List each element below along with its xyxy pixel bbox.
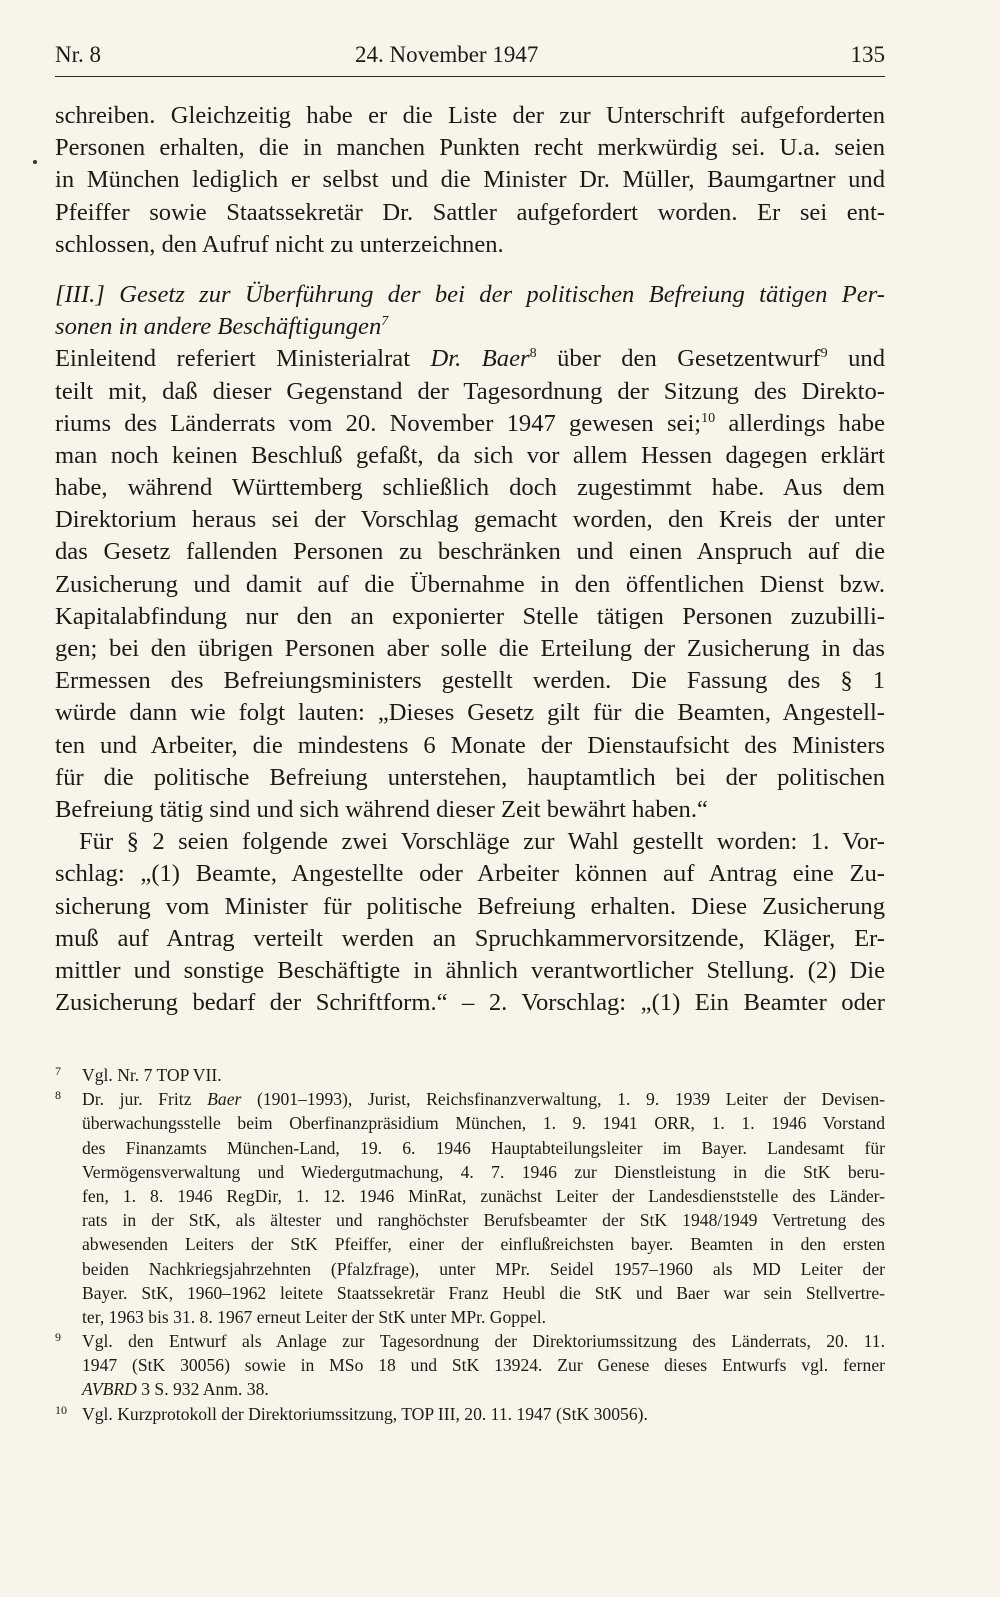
footnote-ref[interactable]: 10	[701, 410, 716, 426]
footnote-line: überwachungsstelle beim Oberfinanzpräsidium München, 1. 9. 1941 ORR, 1. 1. 1946 Vorstand	[82, 1113, 885, 1134]
text-run: über den Gesetzentwurf	[536, 345, 821, 373]
text-run: Einleitend referiert Ministerialrat	[55, 345, 431, 373]
body-line: schreiben. Gleichzeitig habe er die Liste der zur Unterschrift aufgeforderten	[55, 102, 885, 129]
body-line: Ermessen des Befreiungsministers gestellt werden. Die Fassung des § 1	[55, 667, 885, 695]
footnote-line: abwesenden Leiters der StK Pfeiffer, einer der einflußreichsten bayer. Beamten in den ersten	[82, 1234, 885, 1255]
body-line: gen; bei den übrigen Personen aber solle die Erteilung der Zusicherung in das	[55, 635, 885, 662]
body-line: sicherung vom Minister für politische Befreiung erhalten. Diese Zusicherung	[55, 892, 885, 920]
body-line: muß auf Antrag verteilt werden an Spruchkammervorsitzende, Kläger, Er-	[55, 924, 885, 952]
section-title-part: Gesetz zur Überführung der bei der politischen Befreiung tätigen Per-	[119, 280, 885, 308]
body-line: Zusicherung bedarf der Schriftform.“ – 2. Vorschlag: „(1) Ein Beamter oder	[55, 989, 885, 1017]
body-line: Befreiung tätig sind und sich während dieser Zeit bewährt haben.“	[55, 795, 708, 823]
footnote-line	[82, 1377, 885, 1401]
footnote-mark: 7	[55, 1064, 61, 1078]
section-heading-line	[55, 311, 885, 343]
text-run: allerdings habe	[715, 409, 885, 437]
footnote-ref[interactable]: 8	[529, 346, 537, 362]
body-line: mittler und sonstige Beschäftigte in ähnlich verantwortlicher Stellung. (2) Die	[55, 956, 885, 984]
body-line: schlag: „(1) Beamte, Angestellte oder Arbeiter können auf Antrag eine Zu-	[55, 860, 885, 888]
body-text	[55, 100, 885, 1019]
footnote-line: Vgl. Nr. 7 TOP VII.	[82, 1065, 222, 1085]
body-line	[55, 343, 885, 375]
footnote-line: Vgl. den Entwurf als Anlage zur Tagesordnung der Direktoriumssitzung des Länderrats, 20. 11.	[82, 1331, 885, 1352]
footnote-line: fen, 1. 8. 1946 RegDir, 1. 12. 1946 MinRat, zunächst Leiter der Landesdienststelle des Länder-	[82, 1185, 885, 1206]
footnote-line: Vgl. Kurzprotokoll der Direktoriumssitzung, TOP III, 20. 11. 1947 (StK 30056).	[82, 1403, 648, 1424]
footnote-line: des Finanzamts München-Land, 19. 6. 1946 Hauptabteilungsleiter im Bayer. Landesamt für	[82, 1137, 885, 1158]
text-run: 3 S. 932 Anm. 38.	[136, 1379, 269, 1400]
body-line: Kapitalabfindung nur den an exponierter Stelle tätigen Personen zuzubilli-	[55, 602, 885, 630]
text-run: (1901–1993), Jurist, Reichsfinanzverwaltung, 1. 9. 1939 Leiter der Devisen-	[241, 1089, 885, 1110]
footnote-line: Bayer. StK, 1960–1962 leitete Staatssekretär Franz Heubl die StK und Baer war sein Stellvertre-	[82, 1282, 885, 1303]
body-line: schlossen, den Aufruf nicht zu unterzeichnen.	[55, 230, 504, 258]
footnotes	[55, 1063, 885, 1426]
footnote-mark: 10	[55, 1402, 67, 1417]
body-line: man noch keinen Beschluß gefaßt, da sich vor allem Hessen dagegen erklärt	[55, 441, 885, 469]
footnote-line: ter, 1963 bis 31. 8. 1967 erneut Leiter der StK unter MPr. Goppel.	[82, 1306, 546, 1327]
text-run: Dr. jur. Fritz	[82, 1089, 208, 1110]
footnote-7	[55, 1063, 885, 1087]
text-run: und	[827, 345, 885, 373]
section-title-part: sonen in andere Beschäftigungen	[55, 313, 382, 341]
body-line: Zusicherung und damit auf die Übernahme in den öffentlichen Dienst bzw.	[55, 570, 885, 598]
footnote-line: rats in der StK, als ältester und ranghöchster Berufsbeamter der StK 1948/1949 Vertretung des	[82, 1210, 885, 1231]
footnote-line	[82, 1087, 885, 1111]
body-line: ten und Arbeiter, die mindestens 6 Monate der Dienstaufsicht des Ministers	[55, 731, 885, 759]
footnote-10	[55, 1402, 885, 1426]
body-line: habe, während Württemberg schließlich doch zugestimmt habe. Aus dem	[55, 474, 885, 502]
body-line: Für § 2 seien folgende zwei Vorschläge zur Wahl gestellt worden: 1. Vor-	[79, 828, 885, 856]
footnote-8	[55, 1087, 885, 1329]
footnote-9	[55, 1329, 885, 1402]
body-line	[55, 408, 885, 440]
body-line: das Gesetz fallenden Personen zu beschränken und einen Anspruch auf die	[55, 538, 885, 566]
running-header	[55, 36, 885, 77]
body-line: in München lediglich er selbst und die Minister Dr. Müller, Baumgartner und	[55, 166, 885, 194]
section-number: [III.]	[55, 280, 105, 308]
footnote-mark: 9	[55, 1330, 61, 1345]
person-name: Baer	[207, 1089, 242, 1110]
body-line: würde dann wie folgt lauten: „Dieses Gesetz gilt für die Beamten, Angestell-	[55, 699, 885, 727]
issue-number: Nr. 8	[55, 42, 101, 67]
body-line: Direktorium heraus sei der Vorschlag gemacht worden, den Kreis der unter	[55, 506, 885, 534]
body-line: Personen erhalten, die in manchen Punkten recht merkwürdig sei. U.a. seien	[55, 134, 885, 162]
text-run: riums des Länderrats vom 20. November 1947 gewesen sei;	[55, 409, 702, 437]
footnote-line: Vermögensverwaltung und Wiedergutmachung, 4. 7. 1946 zur Dienstleistung in die StK beru-	[82, 1161, 885, 1182]
person-name: Dr. Baer	[430, 345, 530, 373]
publication-abbrev: AVBRD	[82, 1379, 137, 1400]
footnote-line: beiden Nachkriegsjahrzehnten (Pfalzfrage), unter MPr. Seidel 1957–1960 als MD Leiter der	[82, 1258, 885, 1279]
footnote-ref[interactable]: 7	[381, 314, 389, 330]
header-date: 24. November 1947	[355, 42, 539, 67]
body-line: teilt mit, daß dieser Gegenstand der Tagesordnung der Sitzung des Direkto-	[55, 377, 885, 405]
footnote-mark: 8	[55, 1088, 61, 1103]
footnote-line: 1947 (StK 30056) sowie in MSo 18 und StK 13924. Zur Genese dieses Entwurfs vgl. ferner	[82, 1355, 885, 1376]
section-heading-line	[55, 279, 885, 311]
page-number: 135	[850, 42, 885, 67]
body-line: für die politische Befreiung unterstehen, hauptamtlich bei der politischen	[55, 763, 885, 791]
footnote-ref[interactable]: 9	[820, 346, 828, 362]
margin-mark	[33, 160, 37, 164]
body-line: Pfeiffer sowie Staatssekretär Dr. Sattler aufgefordert worden. Er sei ent-	[55, 198, 885, 226]
